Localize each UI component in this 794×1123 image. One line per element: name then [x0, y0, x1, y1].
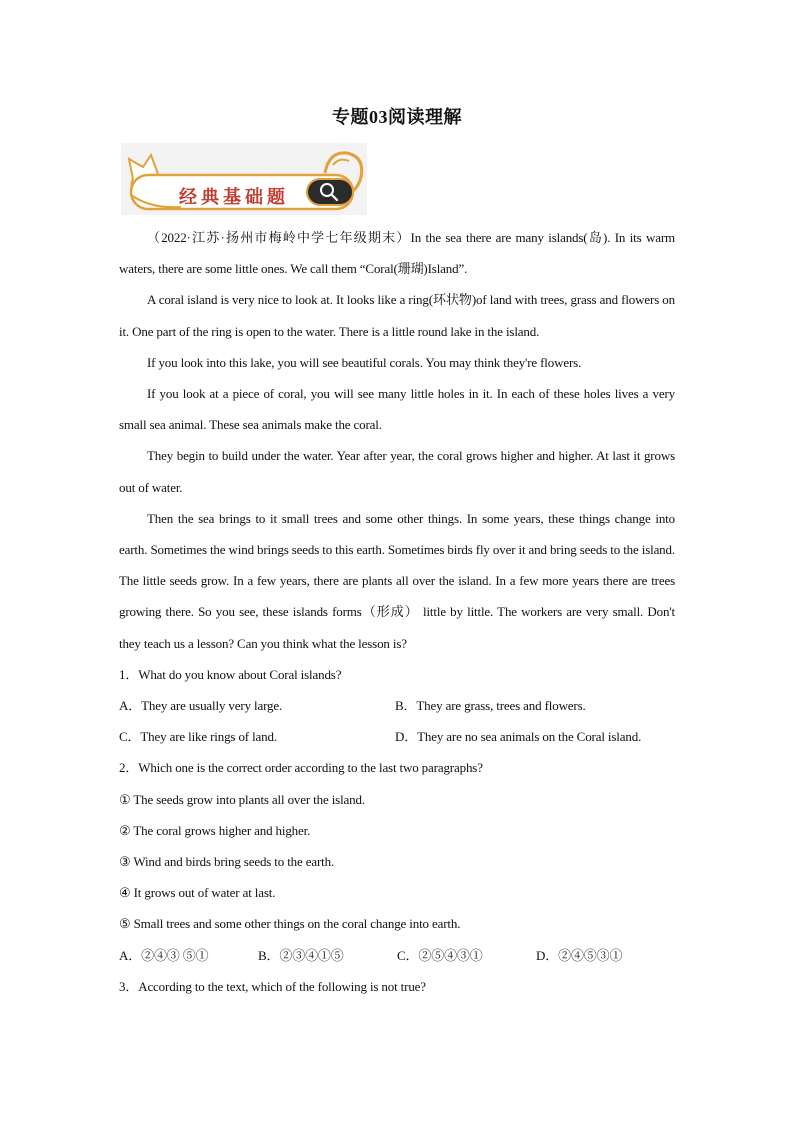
- passage-paragraph: Then the sea brings to it small trees and some other things. In some years, these things change into earth. Sometimes the wind brings seeds to this earth. Sometimes birds fly over it and bring seeds to the island. The little seeds grow. In a few years, there are plants all over the island. In a few more years there are trees growing there. So you see, these islands forms（形成） little by little. The workers are very small. Don't they teach us a lesson? Can you think what the lesson is?: [119, 510, 675, 651]
- option-b[interactable]: B．②③④①⑤: [258, 947, 344, 963]
- option-c[interactable]: C．②⑤④③①: [397, 947, 483, 963]
- order-item: ① The seeds grow into plants all over the island.: [119, 791, 365, 807]
- question-2-options: [119, 940, 675, 971]
- order-item: ⑤ Small trees and some other things on the coral change into earth.: [119, 916, 461, 932]
- option-a[interactable]: A．They are usually very large.: [119, 698, 283, 714]
- passage-paragraph: If you look into this lake, you will see beautiful corals. You may think they're flowers.: [147, 354, 582, 370]
- order-item: ④ It grows out of water at last.: [119, 885, 276, 901]
- option-c[interactable]: C．They are like rings of land.: [119, 729, 277, 745]
- passage-paragraph: （2022·江苏·扬州市梅岭中学七年级期末）In the sea there are many islands(岛). In its warm waters, there are some little ones. We call them “Coral(珊瑚)Island”.: [119, 230, 675, 277]
- question-3-stem: 3．According to the text, which of the following is not true?: [119, 978, 426, 994]
- search-icon: [121, 143, 367, 215]
- question-1-stem: 1．What do you know about Coral islands?: [119, 666, 342, 682]
- question-2-stem: 2．Which one is the correct order according to the last two paragraphs?: [119, 760, 483, 776]
- option-b[interactable]: B．They are grass, trees and flowers.: [395, 698, 586, 714]
- passage-paragraph: A coral island is very nice to look at. It looks like a ring(环状物)of land with trees, grass and flowers on it. One part of the ring is open to the water. There is a little round lake in the island.: [119, 292, 675, 339]
- passage-paragraph: If you look at a piece of coral, you will see many little holes in it. In each of these holes lives a very small sea animal. These sea animals make the coral.: [119, 386, 675, 433]
- page-title: 专题03阅读理解: [332, 107, 462, 127]
- question-1-options-row-2: [119, 721, 675, 752]
- passage-paragraph: They begin to build under the water. Year after year, the coral grows higher and higher. At last it grows out of water.: [119, 448, 675, 495]
- option-a[interactable]: A．②④③ ⑤①: [119, 947, 209, 963]
- order-item: ② The coral grows higher and higher.: [119, 822, 311, 838]
- banner-label: 经典基础题: [179, 187, 289, 208]
- section-banner: [121, 143, 367, 215]
- question-1-options-row-1: [119, 690, 675, 721]
- exercise-content: [119, 222, 675, 1002]
- option-d[interactable]: D．They are no sea animals on the Coral island.: [395, 729, 642, 745]
- option-d[interactable]: D．②④⑤③①: [536, 947, 623, 963]
- order-item: ③ Wind and birds bring seeds to the earth.: [119, 854, 335, 870]
